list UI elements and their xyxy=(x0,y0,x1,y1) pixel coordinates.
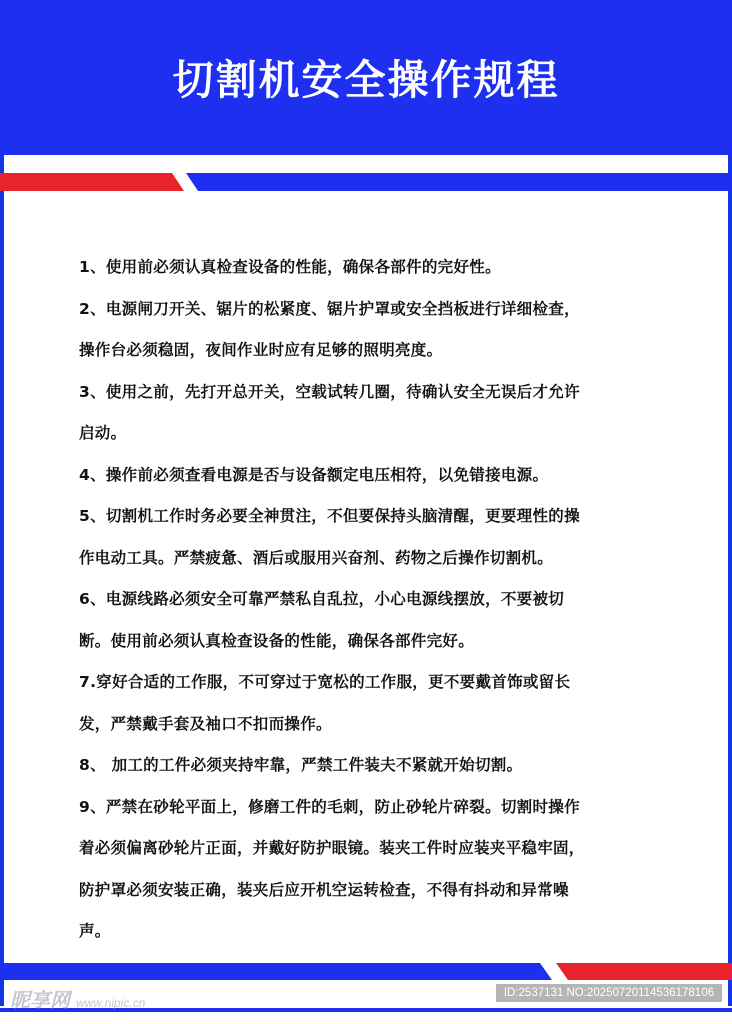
page-title: 切割机安全操作规程 xyxy=(172,56,560,104)
rule-line: 4、操作前必须查看电源是否与设备额定电压相符，以免错接电源。 xyxy=(79,465,549,484)
rule-line: 6、电源线路必须安全可靠严禁私自乱拉，小心电源线摆放，不要被切 xyxy=(79,590,565,608)
rule-line: 发，严禁戴手套及袖口不扣而操作。 xyxy=(79,714,332,733)
rule-line: 2、电源闸刀开关、锯片的松紧度、锯片护罩或安全挡板进行详细检查， xyxy=(79,299,580,318)
watermark-url: www.nipic.cn xyxy=(76,996,146,1010)
rule-line: 着必须偏离砂轮片正面，并戴好防护眼镜。装夹工件时应装夹平稳牢固， xyxy=(79,839,585,857)
watermark-id: ID:2537131 NO:20250720114536178106 xyxy=(496,984,722,1002)
rule-line: 启动。 xyxy=(79,424,127,442)
top-blue-stripe xyxy=(186,173,732,191)
rule-line: 5、切割机工作时务必要全神贯注，不但要保持头脑清醒，更要理性的操 xyxy=(79,507,580,525)
bottom-blue-stripe xyxy=(0,963,552,980)
watermark-logo xyxy=(10,984,145,1013)
rule-line: 断。使用前必须认真检查设备的性能，确保各部件完好。 xyxy=(79,631,475,650)
rule-line: 防护罩必须安装正确，装夹后应开机空运转检查，不得有抖动和异常噪 xyxy=(79,880,569,899)
rule-line: 操作台必须稳固，夜间作业时应有足够的照明亮度。 xyxy=(79,341,443,359)
rule-line: 9、严禁在砂轮平面上，修磨工件的毛刺，防止砂轮片碎裂。切割时操作 xyxy=(79,797,580,816)
rule-line: 3、使用之前，先打开总开关，空载试转几圈，待确认安全无误后才允许 xyxy=(79,382,580,401)
rule-line: 7.穿好合适的工作服，不可穿过于宽松的工作服，更不要戴首饰或留长 xyxy=(79,673,571,691)
rule-line: 声。 xyxy=(79,922,111,940)
bottom-red-stripe xyxy=(556,963,732,980)
rule-line: 作电动工具。严禁疲惫、酒后或服用兴奋剂、药物之后操作切割机。 xyxy=(79,548,554,567)
rule-line: 8、 加工的工件必须夹持牢靠，严禁工件装夫不紧就开始切割。 xyxy=(79,756,523,774)
watermark-logo-text: 昵享网 xyxy=(10,990,70,1012)
top-red-stripe xyxy=(0,173,184,191)
rules-list xyxy=(79,247,659,953)
rule-line: 1、使用前必须认真检查设备的性能，确保各部件的完好性。 xyxy=(79,258,501,276)
